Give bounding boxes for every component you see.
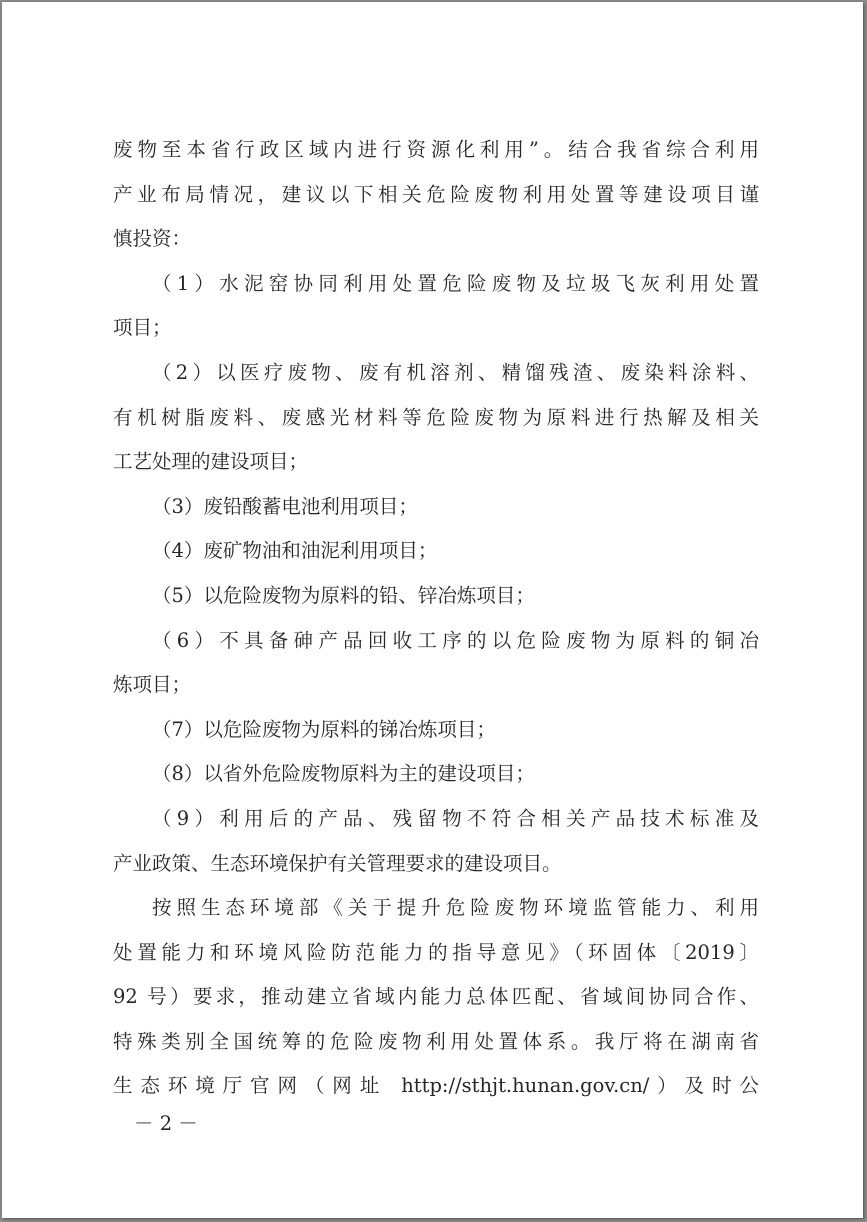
list-item-2: （2）以医疗废物、废有机溶剂、精馏残渣、废染料涂料、 — [152, 360, 759, 384]
text-line: 产业政策、生态环境保护有关管理要求的建设项目。 — [113, 851, 562, 875]
text-line: 特殊类别全国统筹的危险废物利用处置体系。我厅将在湖南省 — [113, 1029, 759, 1053]
list-item-4: （4）废矿物油和油泥利用项目； — [152, 539, 438, 563]
list-item-8: （8）以省外危险废物原料为主的建设项目； — [152, 762, 535, 786]
text-line: 炼项目； — [113, 673, 192, 697]
text-line: 慎投资： — [113, 227, 192, 251]
paragraph-start: 按照生态环境部《关于提升危险废物环境监管能力、利用 — [152, 896, 759, 920]
text-line: 处置能力和环境风险防范能力的指导意见》（环固体〔2019〕 — [113, 940, 759, 964]
list-item-5: （5）以危险废物为原料的铅、锌冶炼项目； — [152, 583, 535, 607]
text-line: 废物至本省行政区域内进行资源化利用”。结合我省综合利用 — [113, 138, 759, 161]
text-line: 项目； — [113, 316, 172, 340]
list-item-6: （6）不具备砷产品回收工序的以危险废物为原料的铜冶 — [152, 628, 759, 652]
list-item-3: （3）废铅酸蓄电池利用项目； — [152, 494, 418, 518]
page-number: － 2 － — [134, 1112, 198, 1135]
list-item-7: （7）以危险废物为原料的锑冶炼项目； — [152, 717, 496, 741]
list-item-9: （9）利用后的产品、残留物不符合相关产品技术标准及 — [152, 806, 759, 830]
text-line: 92 号）要求，推动建立省域内能力总体匹配、省域间协同合作、 — [113, 985, 759, 1009]
list-item-1: （1）水泥窑协同利用处置危险废物及垃圾飞灰利用处置 — [152, 271, 759, 295]
document-page — [2, 2, 863, 1218]
text-line: 生态环境厅官网（网址 http://sthjt.hunan.gov.cn/）及时公 — [113, 1074, 759, 1098]
body-text — [113, 128, 759, 1109]
text-line: 工艺处理的建设项目； — [113, 450, 309, 474]
text-line: 有机树脂废料、废感光材料等危险废物为原料进行热解及相关 — [113, 405, 759, 429]
text-line: 产业布局情况，建议以下相关危险废物利用处置等建设项目谨 — [113, 182, 759, 206]
